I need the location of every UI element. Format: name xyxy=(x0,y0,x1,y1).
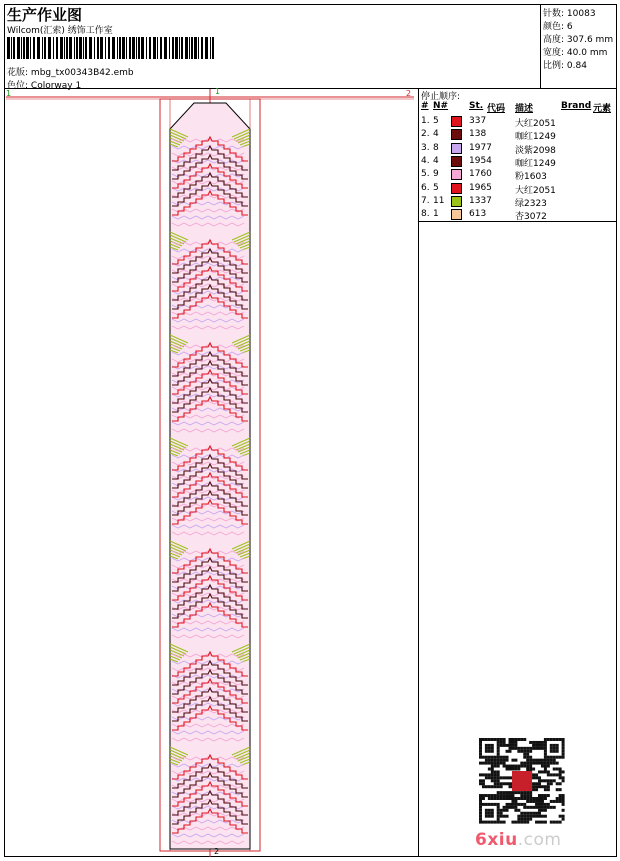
col-n: N# xyxy=(433,101,449,111)
row-description: 粉1603 xyxy=(515,172,547,183)
row-description: 淡紫2098 xyxy=(515,145,556,156)
color-swatch xyxy=(451,169,462,180)
row-num: 3. xyxy=(421,142,430,153)
qr-code xyxy=(479,738,565,824)
row-num: 1. xyxy=(421,116,430,126)
header-info xyxy=(4,4,541,89)
row-needle: 9 xyxy=(433,169,439,180)
color-swatch xyxy=(451,143,462,154)
stat-colors: 颜色: 6 xyxy=(543,22,573,32)
ruler-marker-center: 1 xyxy=(215,87,221,96)
row-needle: 8 xyxy=(433,142,439,153)
color-swatch xyxy=(451,209,462,220)
row-needle: 4 xyxy=(433,129,439,140)
row-description: 大红2051 xyxy=(515,185,556,196)
row-stitches: 613 xyxy=(469,209,487,220)
stats-panel xyxy=(541,4,617,89)
sequence-row xyxy=(419,208,617,221)
page-title: 生产作业图 xyxy=(7,6,83,24)
row-description: 咖红1249 xyxy=(515,158,556,169)
sequence-row xyxy=(419,142,617,155)
stop-sequence-panel xyxy=(419,89,617,222)
sequence-row xyxy=(419,155,617,168)
row-num: 8. xyxy=(421,209,430,220)
col-brand: Brand xyxy=(561,101,592,111)
sequence-row xyxy=(419,182,617,195)
row-num: 6. xyxy=(421,182,430,193)
row-description: 大红2051 xyxy=(515,119,556,129)
row-stitches: 1965 xyxy=(469,182,492,193)
stat-scale: 比例: 0.84 xyxy=(543,61,587,71)
studio-name: Wilcom(汇索) 绣饰工作室 xyxy=(7,26,113,36)
row-stitches: 1977 xyxy=(469,142,492,153)
color-swatch xyxy=(451,196,462,207)
col-desc: 描述 xyxy=(515,104,534,114)
row-stitches: 337 xyxy=(469,116,487,126)
ruler-marker-bottom: 2 xyxy=(214,847,220,856)
row-needle: 5 xyxy=(433,116,439,126)
row-num: 5. xyxy=(421,169,430,180)
row-description: 杏3072 xyxy=(515,212,547,223)
design-canvas xyxy=(4,89,419,857)
sequence-row xyxy=(419,195,617,208)
sequence-row xyxy=(419,168,617,181)
design-line: 花版: mbg_tx00343B42.emb xyxy=(7,68,134,78)
stop-sequence-title: 停止顺序: xyxy=(421,92,461,102)
barcode xyxy=(7,37,217,59)
row-description: 咖红1249 xyxy=(515,132,556,143)
col-code: 代码 xyxy=(487,104,506,114)
stat-width: 宽度: 40.0 mm xyxy=(543,48,608,58)
color-swatch xyxy=(451,116,462,127)
ruler-marker-left: 1 xyxy=(6,89,12,98)
row-num: 2. xyxy=(421,129,430,140)
row-needle: 11 xyxy=(433,195,445,206)
col-st: St. xyxy=(469,101,484,111)
embroidery-preview xyxy=(4,89,419,857)
stat-height: 高度: 307.6 mm xyxy=(543,35,614,45)
row-needle: 4 xyxy=(433,155,439,166)
col-num: # xyxy=(421,101,429,111)
design-filename: mbg_tx00343B42.emb xyxy=(30,68,134,78)
stat-stitches: 针数: 10083 xyxy=(543,9,596,19)
row-stitches: 1760 xyxy=(469,169,492,180)
row-stitches: 1954 xyxy=(469,155,492,166)
row-num: 7. xyxy=(421,195,430,206)
row-needle: 5 xyxy=(433,182,439,193)
color-swatch xyxy=(451,156,462,167)
color-swatch xyxy=(451,129,462,140)
colorway-line: 色位: Colorway 1 xyxy=(7,81,82,91)
row-stitches: 1337 xyxy=(469,195,492,206)
colorway-value: Colorway 1 xyxy=(30,81,82,91)
row-needle: 1 xyxy=(433,209,439,220)
sequence-row xyxy=(419,115,617,128)
sequence-row xyxy=(419,128,617,141)
row-description: 绿2323 xyxy=(515,198,547,209)
col-element: 元素 xyxy=(593,104,612,114)
color-swatch xyxy=(451,183,462,194)
row-stitches: 138 xyxy=(469,129,487,140)
row-num: 4. xyxy=(421,155,430,166)
ruler-marker-right: 2 xyxy=(406,89,412,98)
watermark-logo: 6xiu.com xyxy=(475,830,562,850)
